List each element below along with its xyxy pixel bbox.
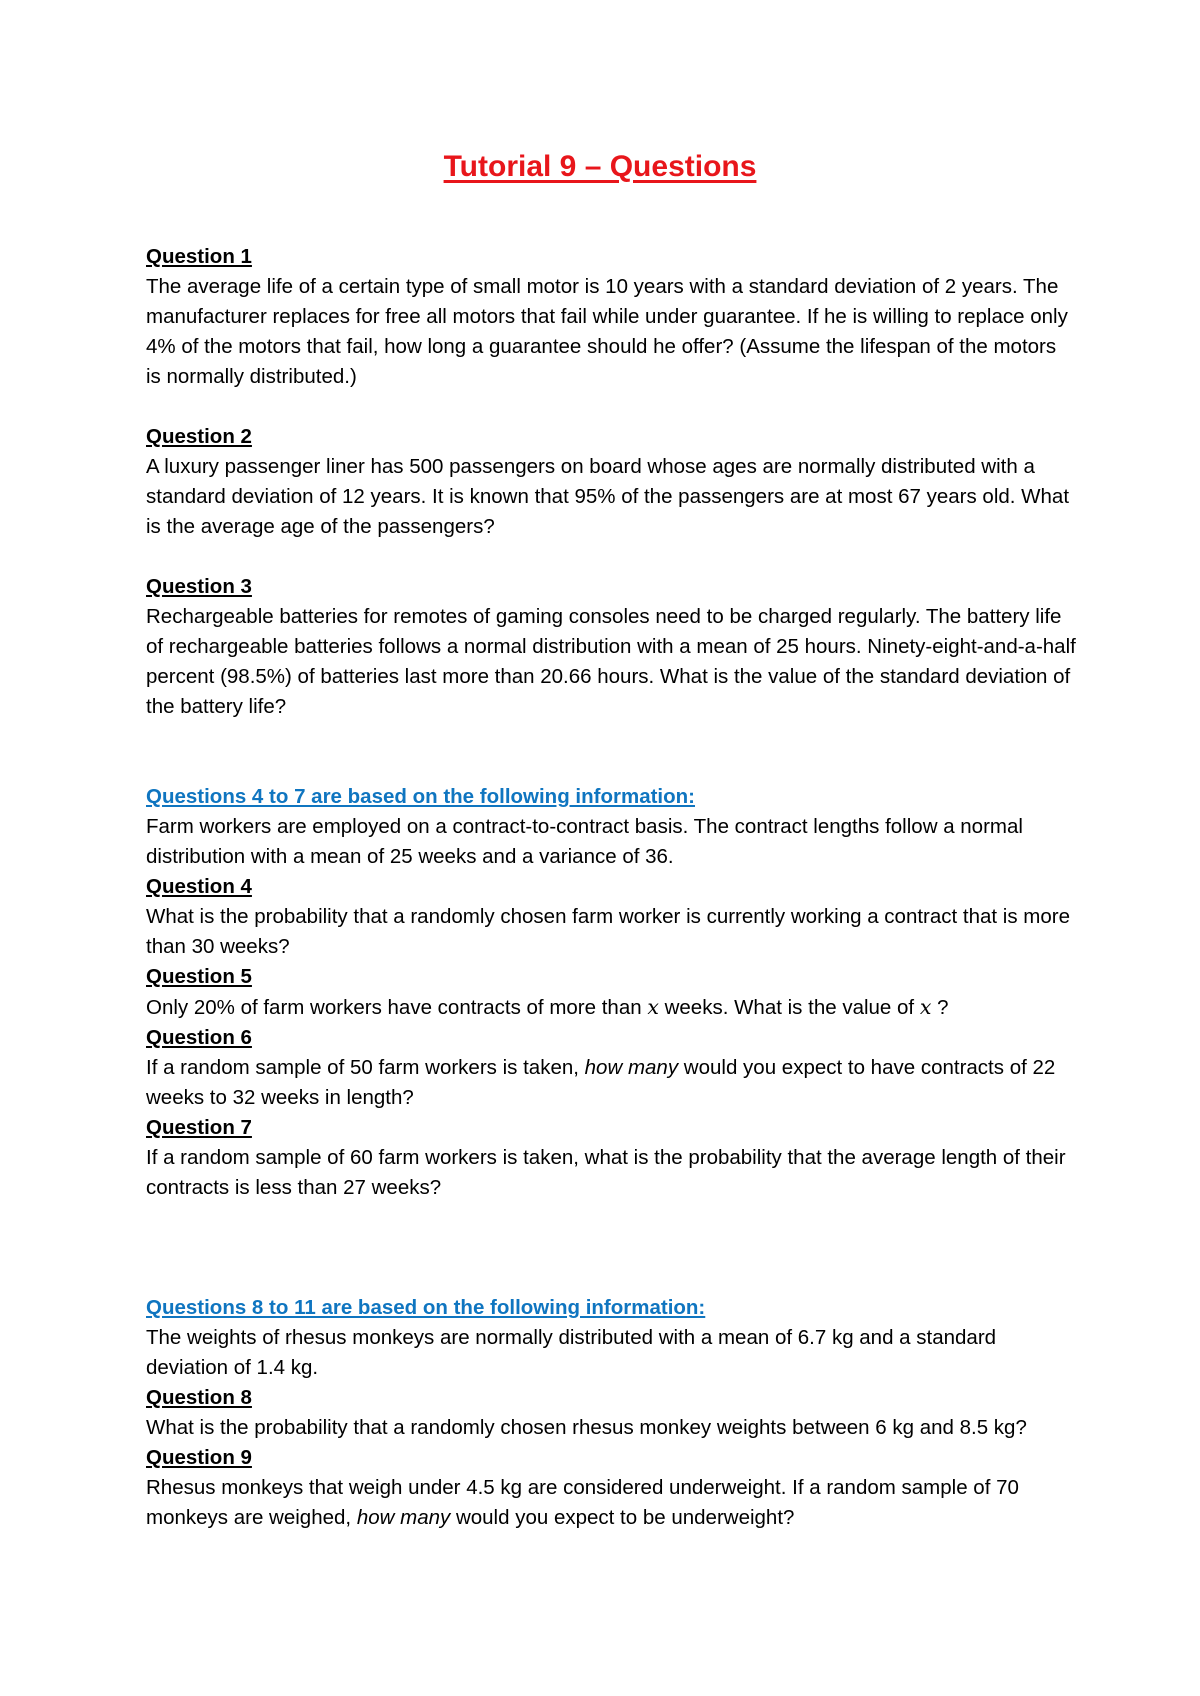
info-block-q4-q7: [146, 782, 1076, 872]
question-8-heading: Question 8: [146, 1386, 252, 1409]
question-8-text: What is the probability that a randomly chosen rhesus monkey weights between 6 kg and 8.5 kg?: [146, 1416, 1027, 1439]
question-7: [146, 1113, 1076, 1203]
question-8: [146, 1383, 1076, 1443]
question-5-text-part: Only 20% of farm workers have contracts of more than: [146, 996, 648, 1019]
question-7-heading: Question 7: [146, 1116, 252, 1139]
question-9-text-part: would you expect to be underweight?: [450, 1506, 795, 1529]
question-9-heading: Question 9: [146, 1446, 252, 1469]
page-title: Tutorial 9 – Questions: [443, 150, 757, 183]
question-6-text: [146, 1053, 1076, 1113]
question-3: [146, 572, 1076, 722]
document-body: [146, 242, 1076, 1533]
emphasis-text: how many: [584, 1056, 679, 1079]
question-4: [146, 872, 1076, 962]
question-4-text: What is the probability that a randomly chosen farm worker is currently working a contract that is more than 30 weeks?: [146, 905, 1071, 958]
question-6: [146, 1023, 1076, 1113]
question-5-text-part: weeks. What is the value of: [658, 996, 920, 1019]
info-heading-q8-q11: Questions 8 to 11 are based on the following information:: [146, 1296, 706, 1319]
emphasis-text: how many: [356, 1506, 451, 1529]
question-5-text-part: ?: [931, 996, 949, 1019]
question-5-heading: Question 5: [146, 965, 252, 988]
question-4-heading: Question 4: [146, 875, 252, 898]
question-2-heading: Question 2: [146, 425, 252, 448]
variable-x: x: [919, 995, 932, 1019]
question-5: [146, 962, 1076, 1023]
question-2-text: A luxury passenger liner has 500 passengers on board whose ages are normally distributed with a standard deviation of 12 years. It is known that 95% of the passengers are at most 67 years old. What is the average age of the passengers?: [146, 455, 1070, 538]
question-1: [146, 242, 1076, 392]
question-1-text: The average life of a certain type of small motor is 10 years with a standard deviation of 2 years. The manufacturer replaces for free all motors that fail while under guarantee. If he is willing to replace only 4% of the motors that fail, how long a guarantee should he offer? (Assume the lifespan of the motors is normally distributed.): [146, 275, 1068, 388]
question-9: [146, 1443, 1076, 1533]
question-6-text-part: would you expect to have contracts of 22 weeks to 32 weeks in length?: [146, 1056, 1056, 1109]
question-1-heading: Question 1: [146, 245, 252, 268]
question-2: [146, 422, 1076, 542]
question-3-heading: Question 3: [146, 575, 252, 598]
question-6-heading: Question 6: [146, 1026, 252, 1049]
info-text-q4-q7: Farm workers are employed on a contract-to-contract basis. The contract lengths follow a normal distribution with a mean of 25 weeks and a variance of 36.: [146, 815, 1023, 868]
info-heading-q4-q7: Questions 4 to 7 are based on the following information:: [146, 785, 695, 808]
question-9-text: [146, 1473, 1076, 1533]
question-3-text: Rechargeable batteries for remotes of gaming consoles need to be charged regularly. The battery life of rechargeable batteries follows a normal distribution with a mean of 25 hours. Ninety-eight-and-a-half percent (98.5%) of batteries last more than 20.66 hours. What is the value of the standard deviation of the battery life?: [146, 605, 1076, 718]
variable-x: x: [647, 995, 659, 1019]
question-5-text: [146, 992, 1076, 1023]
info-block-q8-q11: [146, 1293, 1076, 1383]
question-9-text-part: Rhesus monkeys that weigh under 4.5 kg are considered underweight. If a random sample of 70 monkeys are weighed,: [146, 1476, 1019, 1529]
question-6-text-part: If a random sample of 50 farm workers is taken,: [146, 1056, 585, 1079]
info-text-q8-q11: The weights of rhesus monkeys are normally distributed with a mean of 6.7 kg and a standard deviation of 1.4 kg.: [146, 1326, 997, 1379]
question-7-text: If a random sample of 60 farm workers is taken, what is the probability that the average length of their contracts is less than 27 weeks?: [146, 1146, 1066, 1199]
